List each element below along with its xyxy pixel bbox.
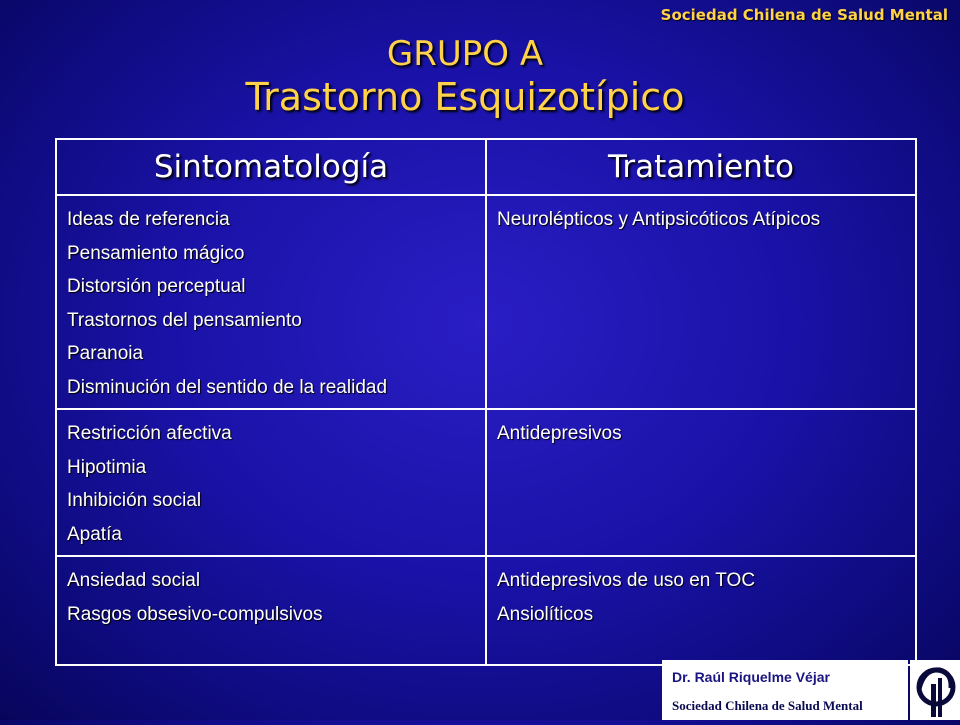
symptom-item: Ansiedad social [67,570,201,591]
symptom-item: Rasgos obsesivo-compulsivos [67,603,323,625]
symptoms-cell [56,556,486,665]
symptom-item: Pensamiento mágico [67,242,245,264]
society-logo-icon [910,660,960,720]
symptom-item: Hipotimia [67,456,147,478]
symptom-item: Apatía [67,523,122,545]
treatment-cell [486,195,916,409]
symptom-item: Restricción afectiva [67,423,232,444]
slide-title [0,34,930,120]
column-header-symptoms: Sintomatología [56,139,486,195]
author-name: Dr. Raúl Riquelme Véjar [672,669,830,685]
footer-organization: Sociedad Chilena de Salud Mental [672,698,863,713]
symptom-item: Ideas de referencia [67,209,230,230]
treatment-item: Antidepresivos [497,423,622,444]
footer-box [662,660,908,720]
organization-header: Sociedad Chilena de Salud Mental [660,6,948,24]
treatment-item: Ansiolíticos [497,603,594,625]
symptom-item: Paranoia [67,343,144,364]
symptom-item: Trastornos del pensamiento [67,309,302,331]
title-line-1: GRUPO A [386,34,544,74]
symptoms-treatment-table [55,138,917,666]
symptom-item: Inhibición social [67,490,202,511]
symptom-item: Distorsión perceptual [67,276,246,297]
symptoms-cell [56,409,486,556]
table-row [56,409,916,556]
treatment-cell [486,409,916,556]
table-row [56,556,916,665]
symptoms-cell [56,195,486,409]
table-row [56,195,916,409]
title-line-2: Trastorno Esquizotípico [245,75,685,119]
treatment-item: Neurolépticos y Antipsicóticos Atípicos [497,209,821,230]
treatment-cell [486,556,916,665]
symptom-item: Disminución del sentido de la realidad [67,376,388,398]
treatment-item: Antidepresivos de uso en TOC [497,570,756,591]
column-header-treatment: Tratamiento [486,139,916,195]
table-header-row [56,139,916,195]
